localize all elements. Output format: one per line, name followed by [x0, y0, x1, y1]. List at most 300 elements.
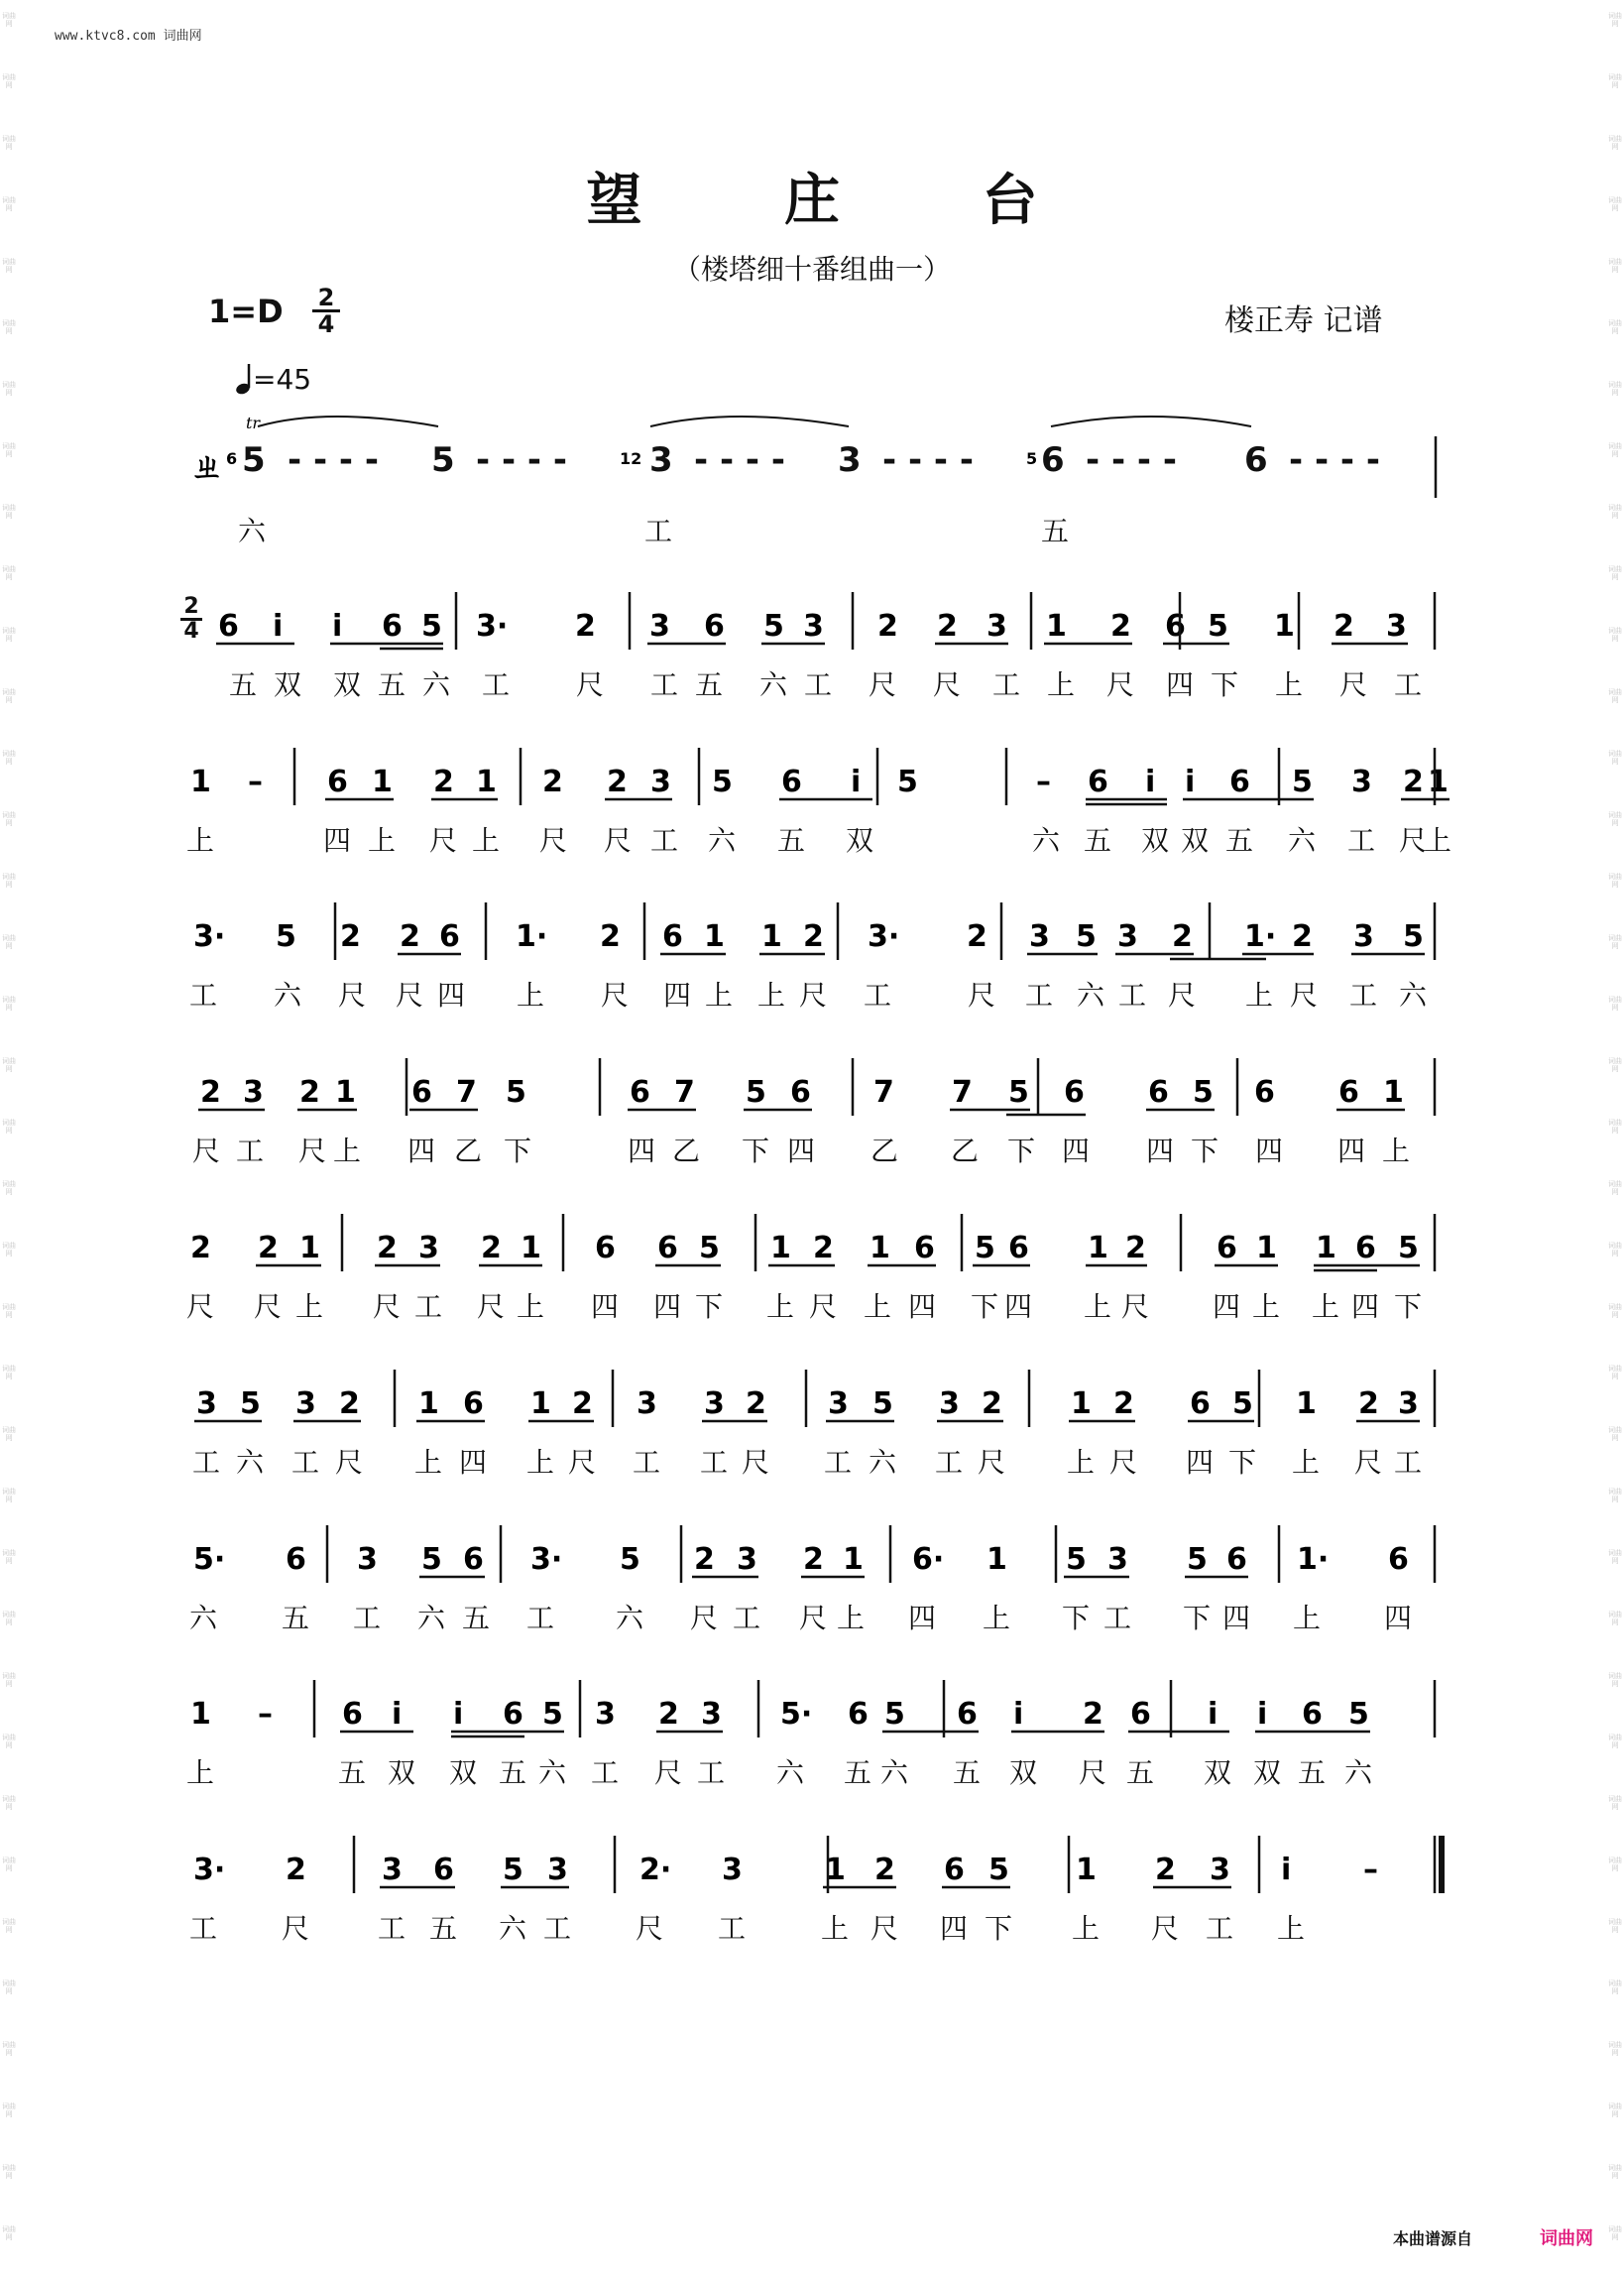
jianpu-note: 2 [542, 765, 563, 799]
gongche-char: 六 [775, 1756, 805, 1789]
jianpu-note: 3· [476, 609, 509, 644]
gongche-char: 五 [461, 1602, 491, 1634]
watermark-glyph: 词曲网 [2, 258, 16, 274]
gongche-char: 四 [458, 1446, 488, 1479]
notation-staff [178, 1678, 1457, 1737]
jianpu-note: 5 [240, 1386, 261, 1421]
gongche-char: 六 [758, 668, 788, 701]
jianpu-note: 6 [595, 1231, 616, 1265]
gongche-char: 五 [228, 668, 258, 701]
jianpu-note: 6 [327, 765, 348, 799]
gongche-char: 五 [1297, 1756, 1327, 1789]
jianpu-note: 3 [382, 1853, 403, 1887]
watermark-glyph: 词曲网 [1608, 934, 1622, 950]
gongche-char: 工 [1117, 979, 1147, 1012]
jianpu-note: 2 [340, 919, 361, 954]
jianpu-note: 3 [722, 1853, 743, 1887]
jianpu-note: 6 [790, 1075, 811, 1110]
watermark-glyph: 词曲网 [1608, 1918, 1622, 1934]
gongche-char: 上 [756, 979, 786, 1012]
gongche-char: 尺 [808, 1290, 838, 1323]
jianpu-note: 2 [803, 919, 824, 954]
gongche-char: 尺 [297, 1135, 327, 1167]
gongche-char: 尺 [191, 1135, 221, 1167]
gongche-char: 四 [590, 1290, 620, 1323]
intro-dashes-4: - - - - [882, 440, 974, 480]
watermark-glyph: 词曲网 [1608, 319, 1622, 335]
jianpu-note: 3 [1107, 1542, 1128, 1577]
gongche-char: 工 [235, 1135, 265, 1167]
jianpu-note: 2 [575, 609, 596, 644]
notation-staff [178, 1056, 1457, 1116]
gongche-char: 工 [699, 1446, 729, 1479]
notator: 楼正寿 记谱 [1224, 303, 1383, 338]
gongche-char: 上 [982, 1602, 1011, 1634]
gongche-char: 五 [776, 824, 806, 857]
gongche-char: 下 [984, 1912, 1013, 1945]
watermark-glyph: 词曲网 [2, 688, 16, 704]
jianpu-note: 2 [400, 919, 420, 954]
gongche-char: 上 [1311, 1290, 1340, 1323]
gongche-char: 尺 [977, 1446, 1006, 1479]
jianpu-note: 3· [193, 919, 226, 954]
gongche-char: 四 [1165, 668, 1195, 701]
watermark-glyph: 词曲网 [1608, 12, 1622, 28]
jianpu-note: 1 [1256, 1231, 1277, 1265]
footer-source: 本曲谱源自 [1393, 2229, 1473, 2248]
jianpu-note: 2 [1113, 1386, 1134, 1421]
gongche-char: 尺 [476, 1290, 506, 1323]
jianpu-note: 2 [1403, 765, 1424, 799]
gongche-char: 双 [1008, 1756, 1038, 1789]
gongche-char: 六 [188, 1602, 218, 1634]
jianpu-note: 2 [377, 1231, 398, 1265]
gongche-char: 下 [970, 1290, 999, 1323]
gongche-char: 尺 [653, 1756, 683, 1789]
notation-staff [178, 1523, 1457, 1583]
jianpu-note: 1 [1274, 609, 1295, 644]
gongche-char: 下 [694, 1290, 724, 1323]
jianpu-note: 6 [630, 1075, 650, 1110]
gongche-char: 上 [413, 1446, 443, 1479]
gongche-char: 尺 [870, 1912, 899, 1945]
gongche-char: 五 [337, 1756, 367, 1789]
jianpu-note: 1 [770, 1231, 791, 1265]
watermark-glyph: 词曲网 [2, 873, 16, 889]
jianpu-note: 2 [937, 609, 958, 644]
jianpu-note: 2 [746, 1386, 766, 1421]
watermark-glyph: 词曲网 [1608, 442, 1622, 458]
watermark-glyph: 词曲网 [1608, 258, 1622, 274]
gongche-char: 四 [436, 979, 466, 1012]
notation-staff [178, 1368, 1457, 1427]
gongche-char: 尺 [334, 1446, 364, 1479]
watermark-glyph: 词曲网 [2, 1979, 16, 1995]
jianpu-note: 3 [828, 1386, 849, 1421]
jianpu-note: 2 [481, 1231, 502, 1265]
gongche-char: 尺 [428, 824, 458, 857]
gongche-char: 下 [1227, 1446, 1257, 1479]
jianpu-note: 2 [1083, 1697, 1103, 1732]
gongche-char: 六 [1398, 979, 1428, 1012]
jianpu-note: i [1185, 765, 1196, 799]
gongche-char: 四 [1383, 1602, 1413, 1634]
gongche-char: 六 [868, 1446, 897, 1479]
jianpu-note: 2 [286, 1853, 306, 1887]
watermark-glyph: 词曲网 [1608, 135, 1622, 151]
jianpu-note: 5 [1066, 1542, 1087, 1577]
jianpu-note: 2 [1334, 609, 1354, 644]
jianpu-note: 3 [650, 765, 671, 799]
gongche-char: 乙 [453, 1135, 483, 1167]
gongche-char: 工 [649, 668, 679, 701]
jianpu-note: 5 [975, 1231, 995, 1265]
gongche-char: 五 [428, 1912, 458, 1945]
watermark-glyph: 词曲网 [1608, 811, 1622, 827]
gongche-char: 双 [1203, 1756, 1232, 1789]
tie-1 [258, 417, 438, 426]
jianpu-note: 5 [884, 1697, 905, 1732]
gongche-char: 上 [1251, 1290, 1281, 1323]
jianpu-note: 6 [286, 1542, 306, 1577]
gongche-char: 上 [1423, 824, 1452, 857]
intro-note-3: 3 [649, 440, 673, 480]
gongche-char: 五 [1125, 1756, 1155, 1789]
gongche-char: 工 [188, 1912, 218, 1945]
intro-dashes-3: - - - - [694, 440, 785, 480]
watermark-glyph: 词曲网 [1608, 1180, 1622, 1196]
gongche-char: 工 [1393, 668, 1423, 701]
gongche-char: 双 [332, 668, 362, 701]
intro-dashes-1: - - - - [288, 440, 379, 480]
gongche-char: 尺 [967, 979, 996, 1012]
jianpu-note: 5 [746, 1075, 766, 1110]
gongche-char: 四 [1350, 1290, 1380, 1323]
intro-dashes-5: - - - - [1086, 440, 1177, 480]
jianpu-note: 7 [952, 1075, 973, 1110]
jianpu-note: i [273, 609, 284, 644]
inline-time-sig-numerator: 2 [180, 596, 202, 621]
jianpu-note: 6 [1148, 1075, 1169, 1110]
gongche-char: 下 [1006, 1135, 1036, 1167]
jianpu-note: 6 [1388, 1542, 1409, 1577]
jianpu-note: 1 [335, 1075, 356, 1110]
jianpu-note: 3 [637, 1386, 657, 1421]
gongche-char: 尺 [1398, 824, 1428, 857]
jianpu-note: 3· [868, 919, 900, 954]
gongche-char: 工 [377, 1912, 406, 1945]
gongche-char: 上 [1046, 668, 1076, 701]
watermark-glyph: 词曲网 [2, 1180, 16, 1196]
gongche-char: 四 [1254, 1135, 1284, 1167]
score-line-6 [178, 1368, 1457, 1477]
gongche-char: 六 [235, 1446, 265, 1479]
intro-prefix: ㄓ [190, 447, 224, 487]
jianpu-note: 5 [699, 1231, 720, 1265]
jianpu-note: 1 [1296, 1386, 1317, 1421]
gongche-char: 尺 [1120, 1290, 1150, 1323]
gongche-char: 尺 [798, 1602, 828, 1634]
jianpu-note: 1 [986, 1542, 1007, 1577]
gongche-char: 六 [1287, 824, 1317, 857]
jianpu-note: i [1257, 1697, 1268, 1732]
gongche-char: 上 [185, 824, 215, 857]
jianpu-note: 2 [1110, 609, 1131, 644]
jianpu-note: 5 [1348, 1697, 1369, 1732]
tempo-value: =45 [253, 363, 312, 396]
trill-mark: tr [246, 414, 261, 432]
jianpu-note: 1 [1383, 1075, 1404, 1110]
gongche-char: 上 [1276, 1912, 1306, 1945]
watermark-glyph: 词曲网 [2, 2102, 16, 2118]
gongche-char: 尺 [1150, 1912, 1180, 1945]
jianpu-note: 1 [1316, 1231, 1336, 1265]
intro-gongche-1: 六 [238, 515, 267, 547]
gongche-char: 尺 [253, 1290, 283, 1323]
jianpu-note: 1 [190, 1697, 211, 1732]
gongche-char: 尺 [1338, 668, 1368, 701]
gongche-char: 工 [352, 1602, 382, 1634]
jianpu-note: 2 [813, 1231, 834, 1265]
jianpu-note: 2 [339, 1386, 360, 1421]
jianpu-note: 6 [463, 1386, 484, 1421]
intro-grace-3: 5 [1026, 449, 1038, 468]
gongche-row [178, 1907, 1457, 1947]
score-line-2 [178, 746, 1457, 855]
gongche-char: 四 [322, 824, 352, 857]
gongche-char: 上 [1291, 1446, 1321, 1479]
watermark-glyph: 词曲网 [1608, 996, 1622, 1012]
gongche-char: 乙 [870, 1135, 899, 1167]
intro-dashes-6: - - - - [1289, 440, 1380, 480]
gongche-char: 工 [717, 1912, 747, 1945]
jianpu-note: 2 [607, 765, 628, 799]
jianpu-note: 1 [418, 1386, 439, 1421]
jianpu-note: 6 [342, 1697, 363, 1732]
intro-grace-1: 6 [226, 449, 238, 468]
gongche-char: 四 [1221, 1602, 1251, 1634]
gongche-char: 工 [732, 1602, 761, 1634]
jianpu-note: 5· [780, 1697, 813, 1732]
right-watermark-strip [1606, 0, 1624, 2276]
gongche-char: 四 [1061, 1135, 1091, 1167]
jianpu-note: 3 [418, 1231, 439, 1265]
gongche-char: 上 [704, 979, 734, 1012]
jianpu-note: 1· [1244, 919, 1277, 954]
gongche-char: 尺 [538, 824, 568, 857]
gongche-char: 上 [294, 1290, 324, 1323]
jianpu-note: i [1281, 1853, 1292, 1887]
watermark-glyph: 词曲网 [1608, 1303, 1622, 1319]
gongche-char: 上 [516, 1290, 545, 1323]
gongche-char: 尺 [395, 979, 424, 1012]
gongche-char: 上 [1292, 1602, 1322, 1634]
watermark-glyph: 词曲网 [1608, 1857, 1622, 1872]
time-sig-numerator: 2 [312, 286, 340, 312]
sustain-dash: – [1036, 765, 1051, 799]
gongche-char: 四 [662, 979, 692, 1012]
watermark-glyph: 词曲网 [2, 1795, 16, 1811]
watermark-glyph: 词曲网 [2, 996, 16, 1012]
gongche-char: 尺 [600, 979, 630, 1012]
gongche-char: 上 [863, 1290, 892, 1323]
jianpu-note: 7 [456, 1075, 477, 1110]
gongche-row [178, 1130, 1457, 1169]
watermark-glyph: 词曲网 [2, 73, 16, 89]
watermark-glyph: 词曲网 [2, 12, 16, 28]
gongche-row [178, 1285, 1457, 1325]
gongche-char: 四 [627, 1135, 656, 1167]
jianpu-note: 6 [704, 609, 725, 644]
sustain-dash: – [248, 765, 263, 799]
jianpu-note: 1 [521, 1231, 541, 1265]
gongche-char: 五 [1083, 824, 1112, 857]
watermark-glyph: 词曲网 [1608, 1795, 1622, 1811]
gongche-char: 六 [421, 668, 451, 701]
jianpu-note: 5 [421, 1542, 442, 1577]
jianpu-note: 3 [295, 1386, 316, 1421]
jianpu-note: 3 [939, 1386, 960, 1421]
jianpu-note: 3 [737, 1542, 757, 1577]
notation-staff [178, 1212, 1457, 1271]
jianpu-note: 6 [218, 609, 239, 644]
site-url[interactable]: www.ktvc8.com 词曲网 [55, 29, 202, 44]
jianpu-note: 1 [372, 765, 393, 799]
watermark-glyph: 词曲网 [2, 1918, 16, 1934]
jianpu-note: 6 [1088, 765, 1108, 799]
jianpu-note: 6 [1064, 1075, 1085, 1110]
gongche-row [178, 819, 1457, 859]
gongche-char: 工 [481, 668, 511, 701]
gongche-char: 上 [765, 1290, 795, 1323]
gongche-char: 上 [1066, 1446, 1096, 1479]
tie-2 [650, 417, 849, 426]
gongche-char: 双 [1252, 1756, 1282, 1789]
jianpu-note: 2 [200, 1075, 221, 1110]
jianpu-note: 6 [848, 1697, 869, 1732]
notation-staff [178, 900, 1457, 960]
jianpu-note: 3 [1398, 1386, 1419, 1421]
gongche-char: 工 [991, 668, 1021, 701]
jianpu-note: 2 [572, 1386, 593, 1421]
watermark-glyph: 词曲网 [1608, 2164, 1622, 2180]
gongche-char: 四 [1185, 1446, 1215, 1479]
gongche-char: 工 [188, 979, 218, 1012]
jianpu-note: 2 [1155, 1853, 1176, 1887]
jianpu-note: 2 [190, 1231, 211, 1265]
jianpu-note: 6 [944, 1853, 965, 1887]
jianpu-note: 5 [1292, 765, 1313, 799]
jianpu-note: 3 [595, 1697, 616, 1732]
intro-note-6: 6 [1244, 440, 1268, 480]
footer-logo[interactable]: 词曲网 [1540, 2228, 1593, 2249]
gongche-char: 上 [1083, 1290, 1112, 1323]
gongche-char: 五 [281, 1602, 310, 1634]
jianpu-note: 6 [433, 1853, 454, 1887]
score-subtitle: （楼塔细十番组曲一） [672, 253, 951, 286]
gongche-char: 下 [1061, 1602, 1091, 1634]
jianpu-note: 6 [463, 1542, 484, 1577]
quarter-note-icon [235, 362, 253, 396]
gongche-char: 工 [590, 1756, 620, 1789]
gongche-char: 五 [1224, 824, 1254, 857]
jianpu-note: 6 [411, 1075, 432, 1110]
gongche-char: 尺 [635, 1912, 664, 1945]
jianpu-note: 6 [503, 1697, 523, 1732]
watermark-glyph: 词曲网 [2, 1549, 16, 1565]
jianpu-note: 5 [1398, 1231, 1419, 1265]
jianpu-note: 5 [276, 919, 296, 954]
gongche-char: 上 [471, 824, 501, 857]
gongche-char: 尺 [798, 979, 828, 1012]
watermark-glyph: 词曲网 [1608, 2225, 1622, 2241]
jianpu-note: 3 [1386, 609, 1407, 644]
gongche-char: 工 [1393, 1446, 1423, 1479]
gongche-char: 尺 [575, 668, 605, 701]
watermark-glyph: 词曲网 [1608, 2102, 1622, 2118]
gongche-char: 下 [1182, 1602, 1212, 1634]
jianpu-note: 5 [1232, 1386, 1253, 1421]
jianpu-note: 5 [897, 765, 918, 799]
gongche-char: 工 [525, 1602, 555, 1634]
gongche-char: 上 [820, 1912, 850, 1945]
gongche-char: 工 [649, 824, 679, 857]
watermark-glyph: 词曲网 [2, 750, 16, 766]
intro-note-4: 3 [838, 440, 862, 480]
jianpu-note: 1 [1046, 609, 1067, 644]
jianpu-note: 6 [1226, 1542, 1247, 1577]
jianpu-note: 3 [1353, 919, 1374, 954]
jianpu-note: 3 [357, 1542, 378, 1577]
jianpu-note: 5 [1008, 1075, 1029, 1110]
gongche-char: 上 [367, 824, 397, 857]
jianpu-note: 2 [1172, 919, 1193, 954]
gongche-char: 上 [525, 1446, 555, 1479]
watermark-glyph: 词曲网 [2, 565, 16, 581]
gongche-char: 工 [823, 1446, 853, 1479]
gongche-char: 尺 [868, 668, 897, 701]
gongche-char: 尺 [281, 1912, 310, 1945]
gongche-char: 五 [694, 668, 724, 701]
gongche-char: 下 [741, 1135, 770, 1167]
watermark-glyph: 词曲网 [1608, 1979, 1622, 1995]
left-watermark-strip [0, 0, 18, 2276]
jianpu-note: 6 [1190, 1386, 1211, 1421]
gongche-char: 尺 [1353, 1446, 1383, 1479]
jianpu-note: i [1013, 1697, 1024, 1732]
gongche-char: 双 [448, 1756, 478, 1789]
gongche-char: 尺 [1108, 1446, 1138, 1479]
jianpu-note: 6 [781, 765, 802, 799]
gongche-row [178, 1751, 1457, 1791]
score-line-5 [178, 1212, 1457, 1321]
gongche-char: 上 [836, 1602, 866, 1634]
jianpu-note: 6 [1302, 1697, 1323, 1732]
watermark-glyph: 词曲网 [1608, 873, 1622, 889]
gongche-char: 工 [542, 1912, 572, 1945]
jianpu-note: 5 [763, 609, 784, 644]
watermark-glyph: 词曲网 [2, 196, 16, 212]
jianpu-note: i [851, 765, 862, 799]
jianpu-note: 3 [243, 1075, 264, 1110]
jianpu-note: 2 [600, 919, 621, 954]
watermark-glyph: 词曲网 [2, 811, 16, 827]
jianpu-note: 5 [542, 1697, 563, 1732]
watermark-glyph: 词曲网 [1608, 1672, 1622, 1688]
watermark-glyph: 词曲网 [1608, 750, 1622, 766]
jianpu-note: 1 [1071, 1386, 1092, 1421]
gongche-char: 上 [516, 979, 545, 1012]
